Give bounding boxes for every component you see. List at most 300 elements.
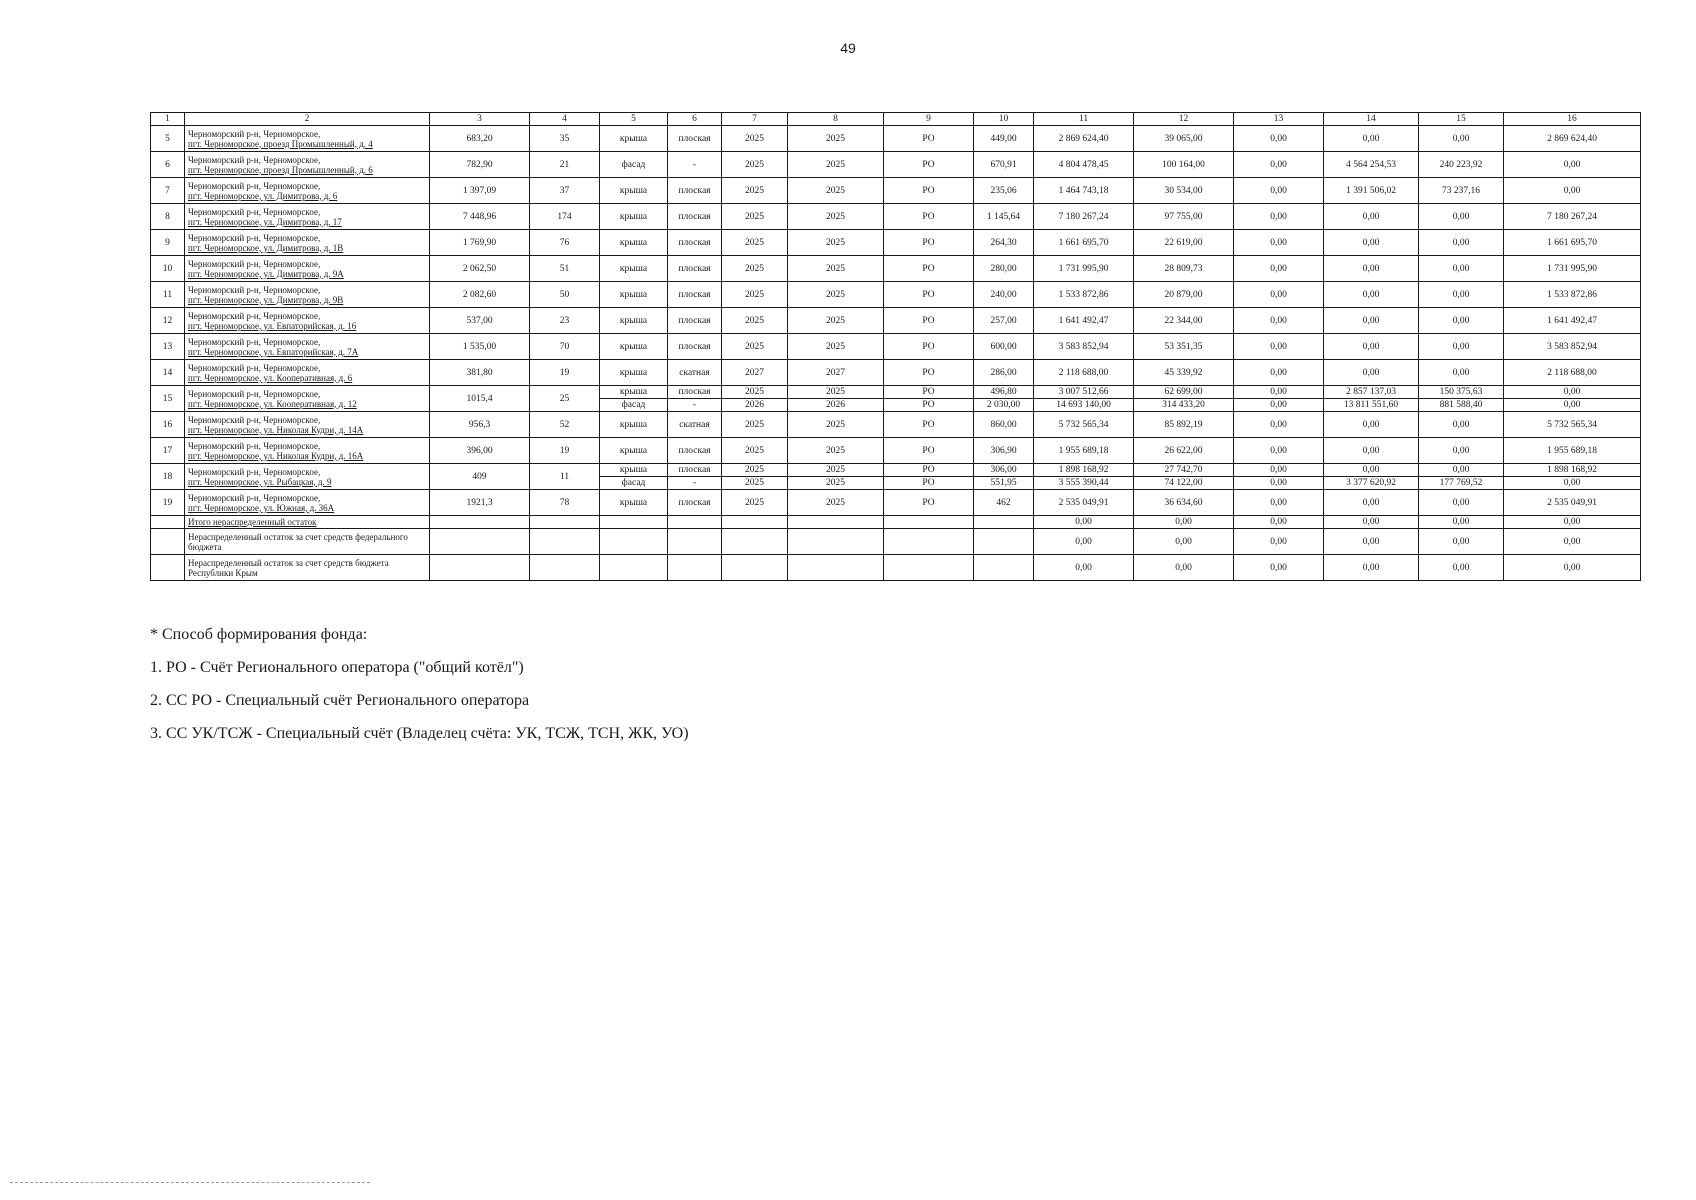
building-area-cell: 409: [430, 464, 530, 490]
empty-cell: [668, 555, 722, 581]
page-number: 49: [840, 40, 856, 56]
area-cell: 306,00: [974, 464, 1034, 477]
column-number-header: 16: [1504, 113, 1641, 126]
address-line: пгт. Черноморское, ул. Кооперативная, д. 6: [188, 372, 353, 383]
federal-cell: 0,00: [1234, 178, 1324, 204]
local-cell: 0,00: [1419, 126, 1504, 152]
element-cell: крыша: [600, 360, 668, 386]
summary-value-cell: 0,00: [1504, 516, 1641, 529]
row-number-cell: 16: [151, 412, 185, 438]
federal-cell: 0,00: [1234, 464, 1324, 477]
roof-type-cell: плоская: [668, 386, 722, 399]
fund-method-cell: РО: [884, 282, 974, 308]
regional-cell: 0,00: [1324, 204, 1419, 230]
owners-cell: 1 955 689,18: [1504, 438, 1641, 464]
element-cell: крыша: [600, 282, 668, 308]
row-number-cell: 9: [151, 230, 185, 256]
local-cell: 0,00: [1419, 334, 1504, 360]
done-year-cell: 2025: [788, 152, 884, 178]
building-area-cell: 537,00: [430, 308, 530, 334]
element-cell: крыша: [600, 464, 668, 477]
roof-type-cell: плоская: [668, 256, 722, 282]
extra-cost-cell: 314 433,20: [1134, 399, 1234, 412]
plan-year-cell: 2025: [722, 477, 788, 490]
column-number-header: 2: [185, 113, 430, 126]
roof-type-cell: плоская: [668, 126, 722, 152]
plan-year-cell: 2025: [722, 126, 788, 152]
column-number-header: 12: [1134, 113, 1234, 126]
area-cell: 264,30: [974, 230, 1034, 256]
roof-type-cell: скатная: [668, 360, 722, 386]
empty-cell: [974, 555, 1034, 581]
repair-register-table: [150, 112, 1641, 581]
summary-label: Нераспределенный остаток за счет средств федерального бюджета: [185, 529, 430, 555]
column-number-header: 10: [974, 113, 1034, 126]
row-number-cell: 6: [151, 152, 185, 178]
owners-cell: 0,00: [1504, 399, 1641, 412]
address-line: пгт. Черноморское, ул. Димитрова, д. 17: [188, 216, 342, 227]
address-line: Черноморский р-н, Черноморское,: [188, 388, 321, 399]
element-cell: крыша: [600, 256, 668, 282]
roof-type-cell: -: [668, 152, 722, 178]
row-number-cell: 14: [151, 360, 185, 386]
fund-method-cell: РО: [884, 464, 974, 477]
empty-cell: [788, 516, 884, 529]
local-cell: 0,00: [1419, 412, 1504, 438]
roof-type-cell: плоская: [668, 282, 722, 308]
building-area-cell: 2 062,50: [430, 256, 530, 282]
fund-method-cell: РО: [884, 256, 974, 282]
area-cell: 860,00: [974, 412, 1034, 438]
regional-cell: 2 857 137,03: [1324, 386, 1419, 399]
fund-method-cell: РО: [884, 386, 974, 399]
regional-cell: 4 564 254,53: [1324, 152, 1419, 178]
local-cell: 0,00: [1419, 230, 1504, 256]
regional-cell: 0,00: [1324, 126, 1419, 152]
element-cell: фасад: [600, 399, 668, 412]
total-cost-cell: 3 583 852,94: [1034, 334, 1134, 360]
fund-method-cell: РО: [884, 399, 974, 412]
roof-type-cell: плоская: [668, 464, 722, 477]
federal-cell: 0,00: [1234, 126, 1324, 152]
total-cost-cell: 5 732 565,34: [1034, 412, 1134, 438]
total-cost-cell: 2 535 049,91: [1034, 490, 1134, 516]
fund-method-cell: РО: [884, 204, 974, 230]
area-cell: 235,06: [974, 178, 1034, 204]
element-cell: крыша: [600, 334, 668, 360]
fund-method-cell: РО: [884, 178, 974, 204]
residents-cell: 52: [530, 412, 600, 438]
owners-cell: 0,00: [1504, 152, 1641, 178]
address-cell: [185, 386, 430, 412]
address-cell: [185, 334, 430, 360]
done-year-cell: 2025: [788, 204, 884, 230]
total-cost-cell: 2 869 624,40: [1034, 126, 1134, 152]
address-cell: [185, 412, 430, 438]
address-line: Черноморский р-н, Черноморское,: [188, 206, 321, 217]
summary-value-cell: 0,00: [1034, 529, 1134, 555]
legend-item: 1. РО - Счёт Регионального оператора ("общий котёл"): [150, 659, 524, 676]
table-body: [151, 126, 1641, 581]
building-area-cell: 782,90: [430, 152, 530, 178]
address-line: Черноморский р-н, Черноморское,: [188, 362, 321, 373]
fund-method-cell: РО: [884, 412, 974, 438]
address-line: Черноморский р-н, Черноморское,: [188, 466, 321, 477]
table-row: [151, 438, 1641, 464]
roof-type-cell: -: [668, 477, 722, 490]
fund-method-legend: [150, 625, 689, 757]
residents-cell: 25: [530, 386, 600, 412]
empty-cell: [151, 555, 185, 581]
summary-value-cell: 0,00: [1034, 516, 1134, 529]
owners-cell: 7 180 267,24: [1504, 204, 1641, 230]
row-number-cell: 13: [151, 334, 185, 360]
federal-cell: 0,00: [1234, 152, 1324, 178]
empty-cell: [668, 516, 722, 529]
regional-cell: 3 377 620,92: [1324, 477, 1419, 490]
extra-cost-cell: 85 892,19: [1134, 412, 1234, 438]
extra-cost-cell: 28 809,73: [1134, 256, 1234, 282]
plan-year-cell: 2025: [722, 308, 788, 334]
owners-cell: 0,00: [1504, 477, 1641, 490]
row-number-cell: 17: [151, 438, 185, 464]
area-cell: 449,00: [974, 126, 1034, 152]
table-row: [151, 230, 1641, 256]
regional-cell: 0,00: [1324, 308, 1419, 334]
fund-method-cell: РО: [884, 308, 974, 334]
residents-cell: 19: [530, 438, 600, 464]
column-number-header: 14: [1324, 113, 1419, 126]
element-cell: крыша: [600, 386, 668, 399]
area-cell: 462: [974, 490, 1034, 516]
summary-value-cell: 0,00: [1324, 529, 1419, 555]
address-line: Черноморский р-н, Черноморское,: [188, 180, 321, 191]
row-number-cell: 18: [151, 464, 185, 490]
column-number-header: 5: [600, 113, 668, 126]
row-number-cell: 19: [151, 490, 185, 516]
column-number-header: 4: [530, 113, 600, 126]
regional-cell: 0,00: [1324, 490, 1419, 516]
plan-year-cell: 2027: [722, 360, 788, 386]
building-area-cell: 956,3: [430, 412, 530, 438]
owners-cell: 1 731 995,90: [1504, 256, 1641, 282]
plan-year-cell: 2025: [722, 256, 788, 282]
done-year-cell: 2025: [788, 438, 884, 464]
summary-label: Нераспределенный остаток за счет средств бюджета Республики Крым: [185, 555, 430, 581]
fund-method-cell: РО: [884, 230, 974, 256]
regional-cell: 0,00: [1324, 230, 1419, 256]
column-number-header: 9: [884, 113, 974, 126]
address-line: Черноморский р-н, Черноморское,: [188, 154, 321, 165]
empty-cell: [722, 555, 788, 581]
done-year-cell: 2025: [788, 178, 884, 204]
summary-value-cell: 0,00: [1504, 555, 1641, 581]
roof-type-cell: -: [668, 399, 722, 412]
plan-year-cell: 2025: [722, 152, 788, 178]
building-area-cell: 7 448,96: [430, 204, 530, 230]
address-cell: [185, 464, 430, 490]
empty-cell: [600, 529, 668, 555]
regional-cell: 0,00: [1324, 464, 1419, 477]
table-row: [151, 152, 1641, 178]
total-cost-cell: 1 661 695,70: [1034, 230, 1134, 256]
local-cell: 0,00: [1419, 438, 1504, 464]
column-number-header: 15: [1419, 113, 1504, 126]
local-cell: 240 223,92: [1419, 152, 1504, 178]
table-row: [151, 282, 1641, 308]
done-year-cell: 2025: [788, 334, 884, 360]
table-row: [151, 386, 1641, 399]
federal-cell: 0,00: [1234, 360, 1324, 386]
area-cell: 286,00: [974, 360, 1034, 386]
table-row: [151, 126, 1641, 152]
done-year-cell: 2025: [788, 386, 884, 399]
address-cell: [185, 438, 430, 464]
element-cell: крыша: [600, 126, 668, 152]
element-cell: крыша: [600, 230, 668, 256]
extra-cost-cell: 20 879,00: [1134, 282, 1234, 308]
building-area-cell: 381,80: [430, 360, 530, 386]
owners-cell: 2 535 049,91: [1504, 490, 1641, 516]
row-number-cell: 10: [151, 256, 185, 282]
fund-method-cell: РО: [884, 360, 974, 386]
address-cell: [185, 490, 430, 516]
summary-value-cell: 0,00: [1234, 529, 1324, 555]
fund-method-cell: РО: [884, 126, 974, 152]
total-cost-cell: 3 555 390,44: [1034, 477, 1134, 490]
address-cell: [185, 360, 430, 386]
address-line: Черноморский р-н, Черноморское,: [188, 310, 321, 321]
row-number-cell: 15: [151, 386, 185, 412]
residents-cell: 76: [530, 230, 600, 256]
element-cell: крыша: [600, 308, 668, 334]
address-line: Черноморский р-н, Черноморское,: [188, 414, 321, 425]
legend-item: 2. СС РО - Специальный счёт Регионального оператора: [150, 692, 530, 709]
residents-cell: 174: [530, 204, 600, 230]
address-cell: [185, 204, 430, 230]
done-year-cell: 2025: [788, 230, 884, 256]
plan-year-cell: 2025: [722, 386, 788, 399]
empty-cell: [884, 516, 974, 529]
extra-cost-cell: 74 122,00: [1134, 477, 1234, 490]
footer-rule: [10, 1182, 370, 1183]
row-number-cell: 12: [151, 308, 185, 334]
address-line: пгт. Черноморское, ул. Николая Кудри, д. 16А: [188, 450, 364, 461]
total-cost-cell: 1 464 743,18: [1034, 178, 1134, 204]
roof-type-cell: плоская: [668, 438, 722, 464]
address-cell: [185, 230, 430, 256]
address-line: Черноморский р-н, Черноморское,: [188, 440, 321, 451]
element-cell: фасад: [600, 477, 668, 490]
empty-cell: [151, 516, 185, 529]
column-number-header: 13: [1234, 113, 1324, 126]
federal-cell: 0,00: [1234, 438, 1324, 464]
roof-type-cell: плоская: [668, 178, 722, 204]
empty-cell: [722, 529, 788, 555]
extra-cost-cell: 22 619,00: [1134, 230, 1234, 256]
building-area-cell: 2 082,60: [430, 282, 530, 308]
summary-value-cell: 0,00: [1134, 529, 1234, 555]
column-number-header: 6: [668, 113, 722, 126]
residents-cell: 19: [530, 360, 600, 386]
done-year-cell: 2025: [788, 126, 884, 152]
local-cell: 150 375,63: [1419, 386, 1504, 399]
residents-cell: 23: [530, 308, 600, 334]
local-cell: 0,00: [1419, 282, 1504, 308]
table-row: [151, 490, 1641, 516]
summary-row: [151, 555, 1641, 581]
row-number-cell: 8: [151, 204, 185, 230]
local-cell: 0,00: [1419, 490, 1504, 516]
federal-cell: 0,00: [1234, 490, 1324, 516]
extra-cost-cell: 39 065,00: [1134, 126, 1234, 152]
local-cell: 73 237,16: [1419, 178, 1504, 204]
owners-cell: 1 641 492,47: [1504, 308, 1641, 334]
residents-cell: 51: [530, 256, 600, 282]
empty-cell: [530, 529, 600, 555]
plan-year-cell: 2026: [722, 399, 788, 412]
plan-year-cell: 2025: [722, 230, 788, 256]
summary-row: [151, 516, 1641, 529]
federal-cell: 0,00: [1234, 282, 1324, 308]
regional-cell: 13 811 551,60: [1324, 399, 1419, 412]
empty-cell: [788, 529, 884, 555]
extra-cost-cell: 26 622,00: [1134, 438, 1234, 464]
residents-cell: 78: [530, 490, 600, 516]
building-area-cell: 1921,3: [430, 490, 530, 516]
address-line: Черноморский р-н, Черноморское,: [188, 128, 321, 139]
area-cell: 551,95: [974, 477, 1034, 490]
extra-cost-cell: 22 344,00: [1134, 308, 1234, 334]
address-line: Черноморский р-н, Черноморское,: [188, 258, 321, 269]
building-area-cell: 683,20: [430, 126, 530, 152]
federal-cell: 0,00: [1234, 230, 1324, 256]
address-line: пгт. Черноморское, ул. Димитрова, д. 1В: [188, 242, 344, 253]
extra-cost-cell: 100 164,00: [1134, 152, 1234, 178]
empty-cell: [974, 529, 1034, 555]
address-cell: [185, 308, 430, 334]
area-cell: 280,00: [974, 256, 1034, 282]
plan-year-cell: 2025: [722, 412, 788, 438]
summary-value-cell: 0,00: [1324, 555, 1419, 581]
address-cell: [185, 126, 430, 152]
summary-value-cell: 0,00: [1419, 529, 1504, 555]
done-year-cell: 2025: [788, 490, 884, 516]
summary-value-cell: 0,00: [1234, 516, 1324, 529]
address-line: пгт. Черноморское, ул. Димитрова, д. 9В: [188, 294, 344, 305]
address-line: пгт. Черноморское, ул. Николая Кудри, д. 14А: [188, 424, 364, 435]
area-cell: 257,00: [974, 308, 1034, 334]
local-cell: 177 769,52: [1419, 477, 1504, 490]
address-line: пгт. Черноморское, ул. Димитрова, д. 6: [188, 190, 338, 201]
federal-cell: 0,00: [1234, 412, 1324, 438]
residents-cell: 21: [530, 152, 600, 178]
table-row: [151, 360, 1641, 386]
extra-cost-cell: 97 755,00: [1134, 204, 1234, 230]
total-cost-cell: 4 804 478,45: [1034, 152, 1134, 178]
summary-value-cell: 0,00: [1034, 555, 1134, 581]
empty-cell: [530, 555, 600, 581]
total-cost-cell: 1 641 492,47: [1034, 308, 1134, 334]
local-cell: 0,00: [1419, 464, 1504, 477]
roof-type-cell: плоская: [668, 204, 722, 230]
column-number-header: 1: [151, 113, 185, 126]
empty-cell: [430, 516, 530, 529]
extra-cost-cell: 30 534,00: [1134, 178, 1234, 204]
owners-cell: 0,00: [1504, 386, 1641, 399]
empty-cell: [668, 529, 722, 555]
summary-value-cell: 0,00: [1419, 555, 1504, 581]
summary-value-cell: 0,00: [1234, 555, 1324, 581]
owners-cell: 5 732 565,34: [1504, 412, 1641, 438]
regional-cell: 0,00: [1324, 334, 1419, 360]
local-cell: 0,00: [1419, 360, 1504, 386]
address-line: пгт. Черноморское, проезд Промышленный, д. 4: [188, 138, 373, 149]
empty-cell: [430, 555, 530, 581]
table-row: [151, 334, 1641, 360]
federal-cell: 0,00: [1234, 204, 1324, 230]
plan-year-cell: 2025: [722, 282, 788, 308]
summary-value-cell: 0,00: [1134, 516, 1234, 529]
summary-value-cell: 0,00: [1504, 529, 1641, 555]
owners-cell: 2 118 688,00: [1504, 360, 1641, 386]
element-cell: крыша: [600, 204, 668, 230]
roof-type-cell: плоская: [668, 308, 722, 334]
address-line: Черноморский р-н, Черноморское,: [188, 492, 321, 503]
done-year-cell: 2025: [788, 256, 884, 282]
total-cost-cell: 1 731 995,90: [1034, 256, 1134, 282]
extra-cost-cell: 36 634,60: [1134, 490, 1234, 516]
federal-cell: 0,00: [1234, 477, 1324, 490]
residents-cell: 35: [530, 126, 600, 152]
total-cost-cell: 1 533 872,86: [1034, 282, 1134, 308]
address-line: Черноморский р-н, Черноморское,: [188, 232, 321, 243]
address-line: пгт. Черноморское, ул. Димитрова, д. 9А: [188, 268, 344, 279]
address-line: Черноморский р-н, Черноморское,: [188, 336, 321, 347]
address-line: пгт. Черноморское, ул. Евпаторийская, д. 16: [188, 320, 357, 331]
element-cell: крыша: [600, 178, 668, 204]
done-year-cell: 2027: [788, 360, 884, 386]
address-cell: [185, 152, 430, 178]
federal-cell: 0,00: [1234, 399, 1324, 412]
residents-cell: 11: [530, 464, 600, 490]
area-cell: 2 030,00: [974, 399, 1034, 412]
plan-year-cell: 2025: [722, 204, 788, 230]
area-cell: 600,00: [974, 334, 1034, 360]
table-row: [151, 256, 1641, 282]
address-line: пгт. Черноморское, проезд Промышленный, д. 6: [188, 164, 373, 175]
area-cell: 496,80: [974, 386, 1034, 399]
column-number-header: 7: [722, 113, 788, 126]
fund-method-cell: РО: [884, 152, 974, 178]
row-number-cell: 11: [151, 282, 185, 308]
empty-cell: [530, 516, 600, 529]
area-cell: 1 145,64: [974, 204, 1034, 230]
roof-type-cell: плоская: [668, 490, 722, 516]
address-line: пгт. Черноморское, ул. Рыбацкая, д. 9: [188, 476, 332, 487]
roof-type-cell: скатная: [668, 412, 722, 438]
regional-cell: 0,00: [1324, 256, 1419, 282]
address-line: пгт. Черноморское, ул. Евпаторийская, д. 7А: [188, 346, 359, 357]
empty-cell: [974, 516, 1034, 529]
extra-cost-cell: 45 339,92: [1134, 360, 1234, 386]
roof-type-cell: плоская: [668, 230, 722, 256]
owners-cell: 1 533 872,86: [1504, 282, 1641, 308]
address-line: пгт. Черноморское, ул. Кооперативная, д. 12: [188, 398, 357, 409]
table-row: [151, 412, 1641, 438]
address-cell: [185, 256, 430, 282]
address-cell: [185, 178, 430, 204]
